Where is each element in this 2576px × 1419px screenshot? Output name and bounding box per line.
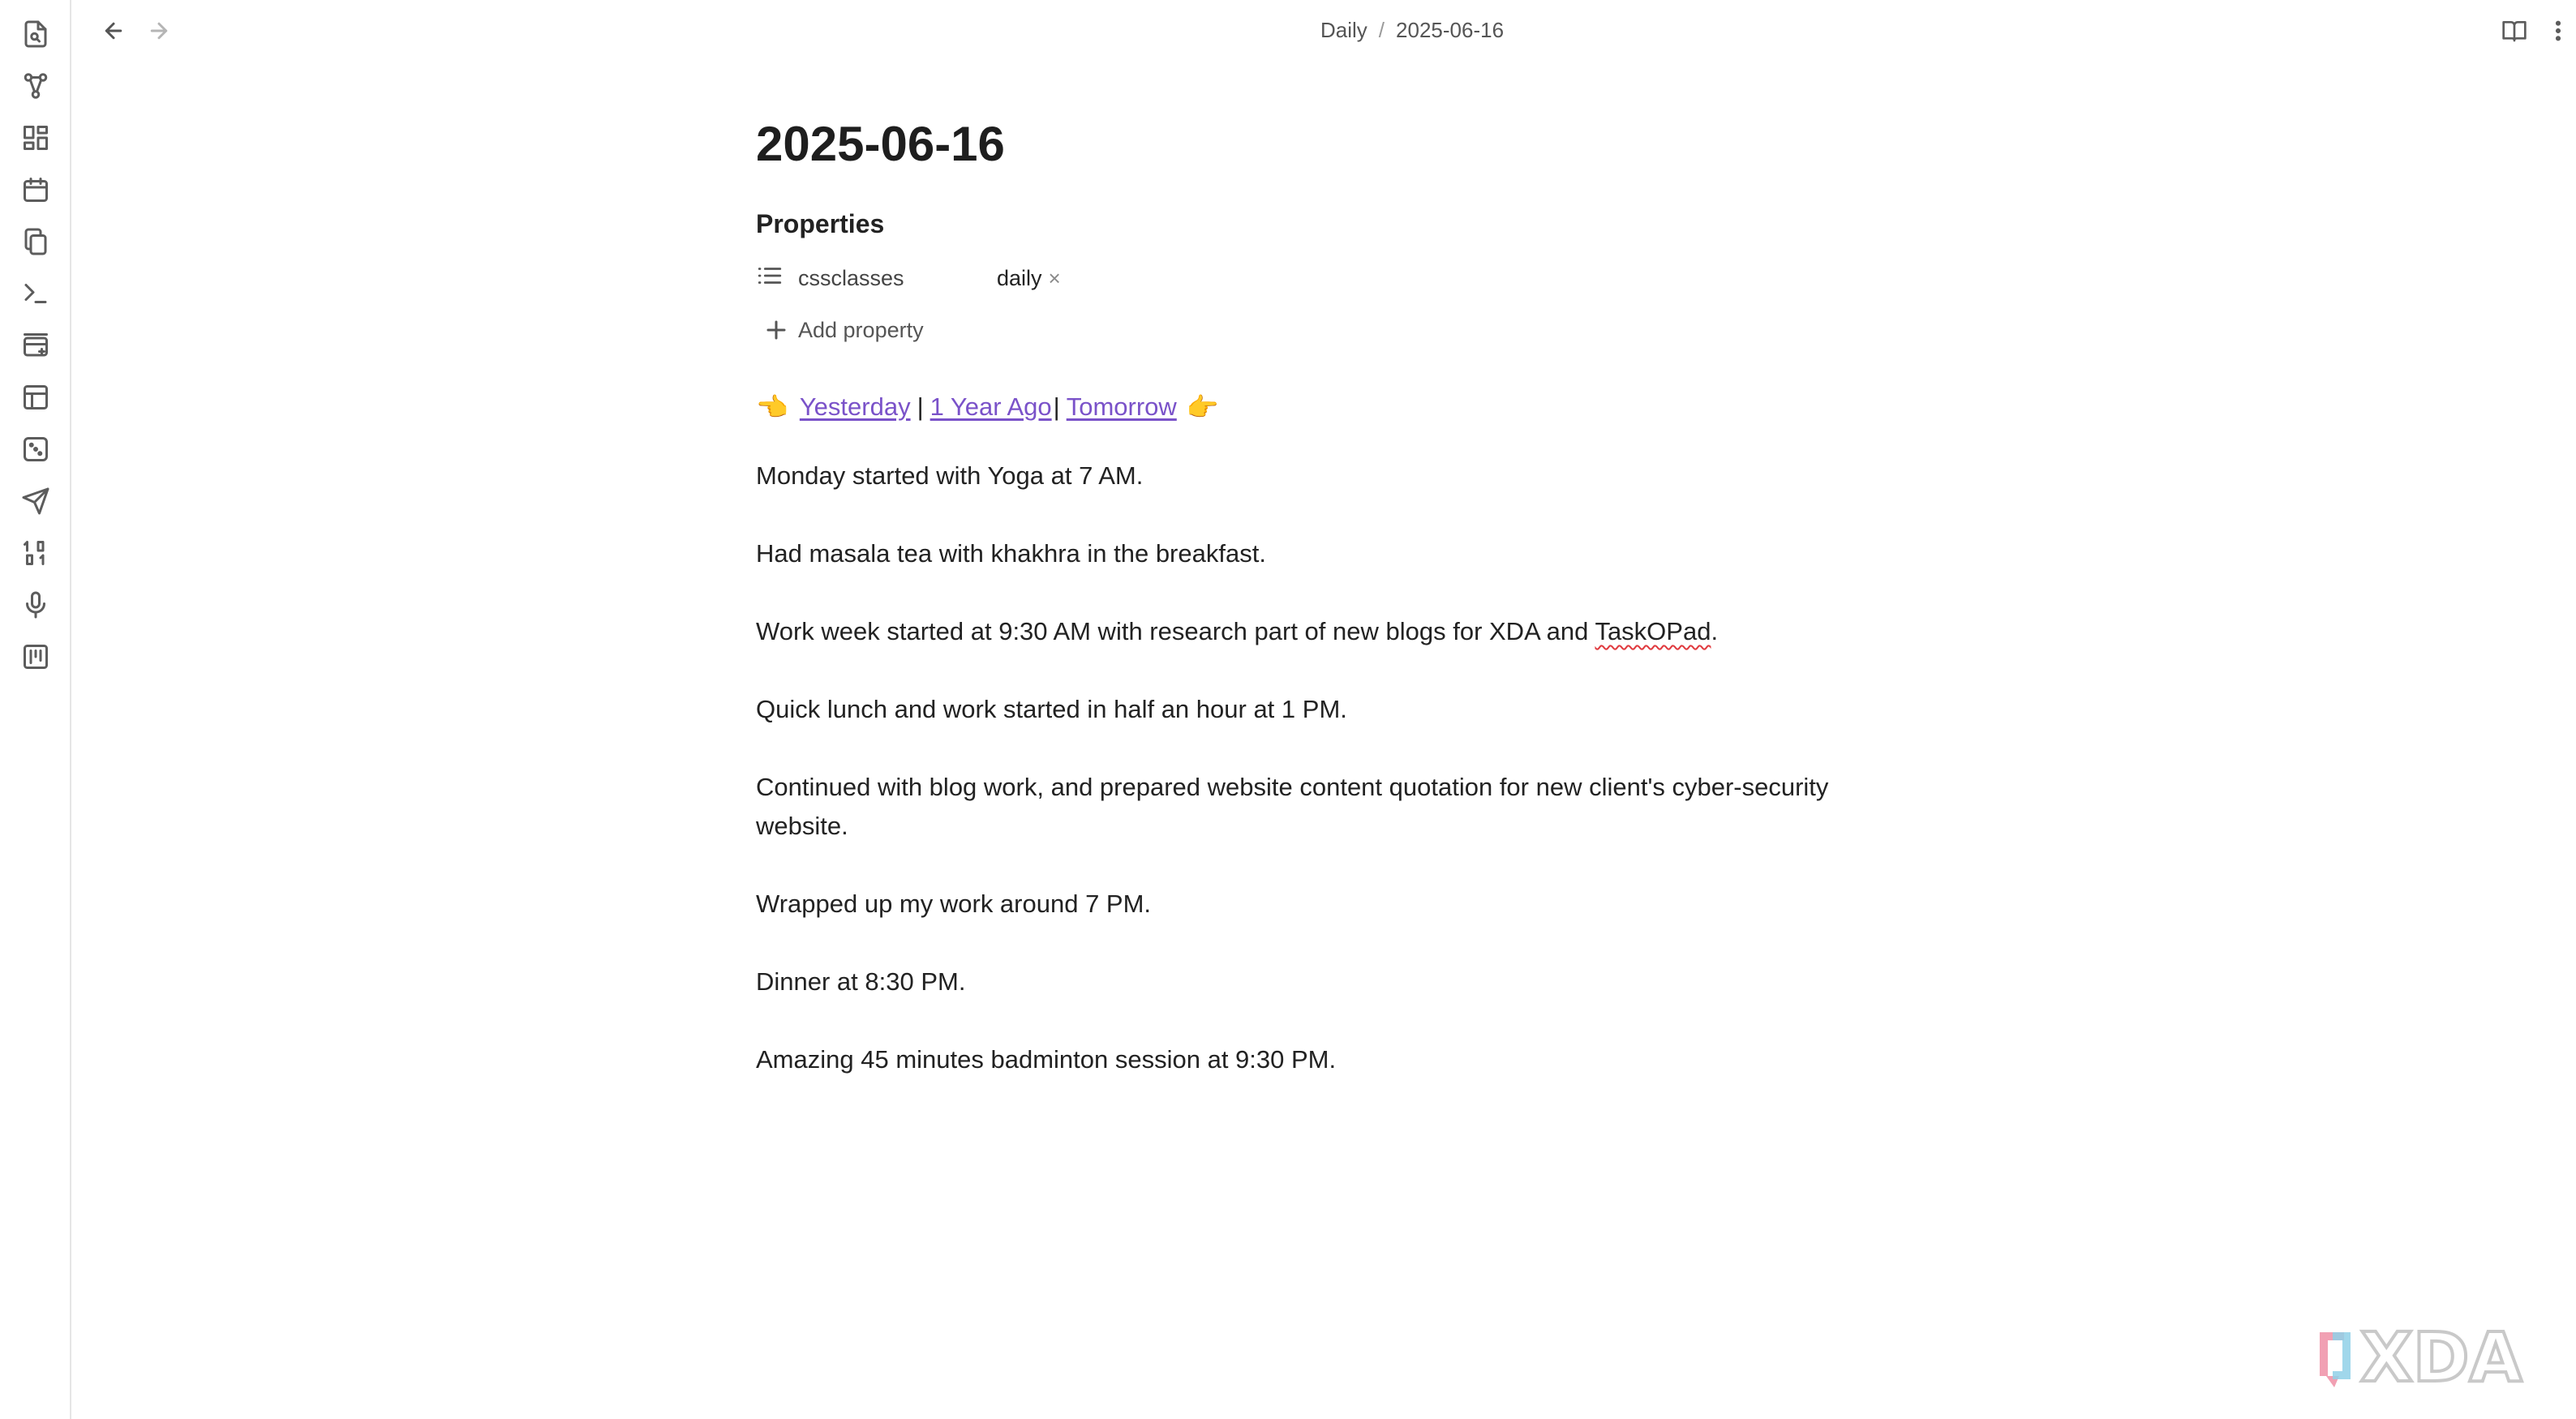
- property-key[interactable]: cssclasses: [798, 265, 904, 290]
- paragraph-text: .: [1711, 617, 1719, 645]
- voice-record-icon[interactable]: [18, 587, 54, 623]
- paragraph-text: Work week started at 9:30 AM with research part of new blogs for XDA and: [756, 617, 1595, 645]
- spellcheck-flagged-word[interactable]: TaskOPad: [1595, 617, 1711, 645]
- outline-numbers-icon[interactable]: [18, 535, 54, 571]
- tomorrow-link[interactable]: Tomorrow: [1066, 392, 1177, 421]
- add-property-label: Add property: [798, 317, 924, 342]
- more-vertical-icon: [2545, 18, 2571, 44]
- breadcrumb-separator: /: [1378, 18, 1385, 42]
- add-property-button[interactable]: [756, 314, 1891, 346]
- open-file-icon[interactable]: [18, 16, 54, 52]
- watermark-text: XDA: [2360, 1318, 2522, 1397]
- paragraph[interactable]: Continued with blog work, and prepared website content quotation for new client's cyber-security website.: [756, 773, 1829, 840]
- graph-view-icon[interactable]: [18, 68, 54, 104]
- pointing-right-emoji: 👉: [1186, 392, 1219, 422]
- property-row[interactable]: [756, 262, 1891, 294]
- back-button[interactable]: [96, 13, 131, 49]
- link-separator: |: [1053, 392, 1060, 421]
- pointing-left-emoji: 👈: [756, 392, 788, 422]
- xda-watermark-logo: [2312, 1318, 2563, 1399]
- command-palette-icon[interactable]: [18, 276, 54, 311]
- note-content[interactable]: [756, 112, 1891, 1079]
- daily-notes-icon[interactable]: [18, 172, 54, 208]
- link-separator: |: [917, 392, 924, 421]
- one-year-ago-link[interactable]: 1 Year Ago: [930, 392, 1052, 421]
- random-note-icon[interactable]: [18, 431, 54, 467]
- paragraph[interactable]: Monday started with Yoga at 7 AM.: [756, 461, 1144, 490]
- templates-icon[interactable]: [18, 224, 54, 259]
- breadcrumb-note[interactable]: 2025-06-16: [1396, 18, 1505, 42]
- breadcrumb: [1320, 18, 1504, 43]
- breadcrumb-folder[interactable]: Daily: [1320, 18, 1367, 42]
- left-ribbon: [0, 0, 71, 1419]
- arrow-left-icon: [101, 19, 126, 43]
- new-database-icon[interactable]: [18, 328, 54, 363]
- paragraph[interactable]: Had masala tea with khakhra in the breakfast.: [756, 539, 1266, 568]
- more-options-button[interactable]: [2540, 13, 2576, 49]
- kanban-icon[interactable]: [18, 639, 54, 675]
- top-bar: [71, 0, 2576, 60]
- remove-value-icon[interactable]: ×: [1048, 265, 1061, 290]
- note-title[interactable]: 2025-06-16: [756, 117, 1005, 171]
- paragraph[interactable]: Dinner at 8:30 PM.: [756, 967, 966, 996]
- plus-icon: [762, 316, 790, 344]
- layout-icon[interactable]: [18, 379, 54, 415]
- list-icon[interactable]: [756, 262, 784, 295]
- forward-button[interactable]: [141, 13, 177, 49]
- reading-view-button[interactable]: [2497, 13, 2532, 49]
- paragraph[interactable]: Wrapped up my work around 7 PM.: [756, 890, 1152, 918]
- properties-heading[interactable]: Properties: [756, 209, 885, 238]
- book-open-icon: [2501, 18, 2527, 44]
- paragraph[interactable]: [756, 612, 1891, 651]
- daily-nav-links: [756, 392, 1891, 422]
- yesterday-link[interactable]: Yesterday: [799, 392, 911, 421]
- arrow-right-icon: [147, 19, 171, 43]
- paragraph[interactable]: Quick lunch and work started in half an hour at 1 PM.: [756, 695, 1347, 723]
- publish-icon[interactable]: [18, 483, 54, 519]
- paragraph[interactable]: Amazing 45 minutes badminton session at 9:30 PM.: [756, 1045, 1337, 1074]
- property-value-pill[interactable]: daily: [997, 265, 1042, 290]
- canvas-icon[interactable]: [18, 120, 54, 156]
